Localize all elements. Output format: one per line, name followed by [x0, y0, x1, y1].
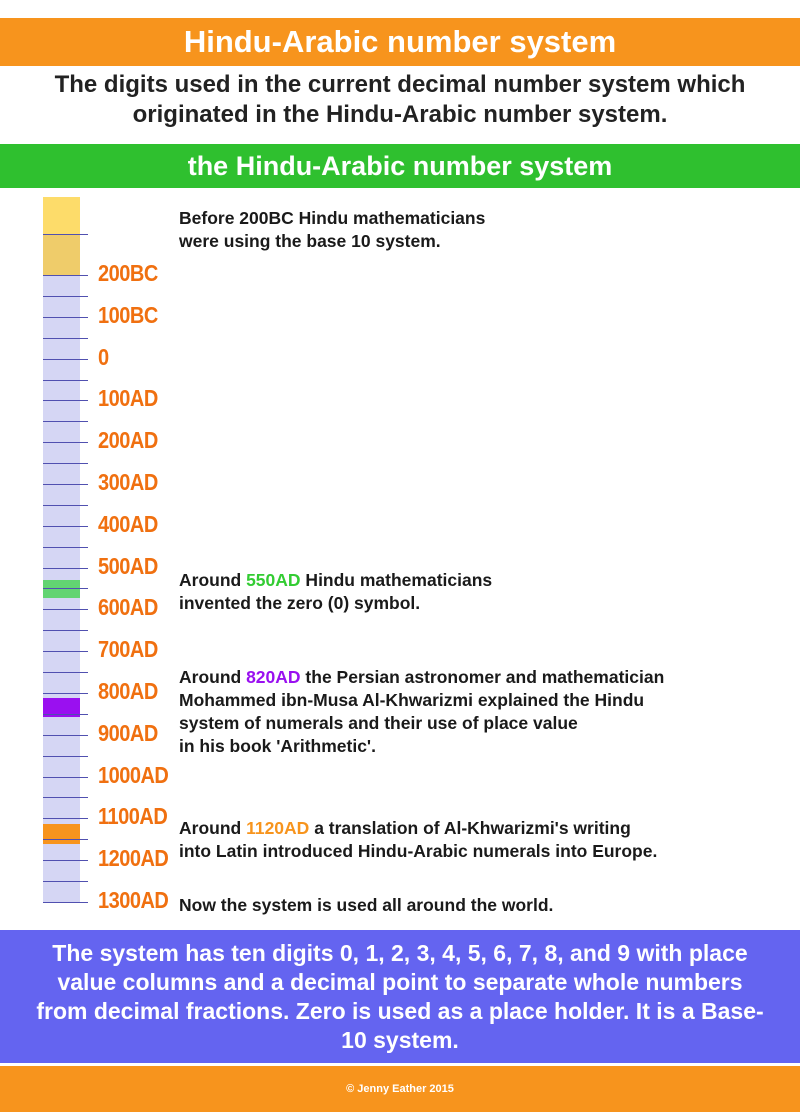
timeline-minor-tick — [43, 421, 88, 422]
timeline-minor-tick — [43, 881, 88, 882]
timeline-year-label: 0 — [98, 345, 109, 371]
timeline-tick — [43, 317, 88, 318]
timeline-tick — [43, 526, 88, 527]
timeline-minor-tick — [43, 505, 88, 506]
timeline-tick — [43, 484, 88, 485]
timeline-year-label: 700AD — [98, 637, 158, 663]
timeline-year-label: 1000AD — [98, 763, 169, 789]
timeline-tick — [43, 275, 88, 276]
timeline-minor-tick — [43, 380, 88, 381]
event-text: system of numerals and their use of place value — [179, 713, 578, 733]
timeline-year-label: 200BC — [98, 261, 158, 287]
timeline-year-label: 1300AD — [98, 888, 169, 914]
timeline-tick — [43, 818, 88, 819]
event-text: the Persian astronomer and mathematician — [300, 667, 665, 687]
timeline-minor-tick — [43, 839, 88, 840]
timeline-tick — [43, 359, 88, 360]
timeline-year-label: 400AD — [98, 512, 158, 538]
event-text: Around — [179, 818, 247, 838]
timeline-tick — [43, 735, 88, 736]
event-text: in his book 'Arithmetic'. — [179, 736, 376, 756]
timeline-segment-gold — [43, 234, 80, 275]
timeline-year-label: 900AD — [98, 721, 158, 747]
event-now — [179, 894, 553, 917]
timeline-minor-tick — [43, 714, 88, 715]
event-text: Now the system is used all around the world. — [179, 895, 554, 915]
timeline-year-label: 800AD — [98, 679, 158, 705]
timeline-minor-tick — [43, 234, 88, 235]
summary-box — [0, 930, 800, 1063]
timeline-year-label: 300AD — [98, 470, 158, 496]
timeline-minor-tick — [43, 630, 88, 631]
page-title: Hindu-Arabic number system — [0, 18, 800, 66]
section-title: the Hindu-Arabic number system — [0, 144, 800, 188]
timeline-minor-tick — [43, 797, 88, 798]
timeline-year-label: 1100AD — [98, 804, 168, 830]
event-text: Mohammed ibn-Musa Al-Khwarizmi explained the Hindu — [179, 690, 645, 710]
timeline-year-label: 200AD — [98, 428, 158, 454]
copyright-footer: © Jenny Eather 2015 — [0, 1066, 800, 1112]
timeline-minor-tick — [43, 756, 88, 757]
timeline-year-label: 100AD — [98, 386, 158, 412]
timeline-segment-orange — [43, 824, 80, 844]
timeline-minor-tick — [43, 672, 88, 673]
timeline-tick — [43, 442, 88, 443]
timeline-tick — [43, 693, 88, 694]
timeline-minor-tick — [43, 338, 88, 339]
event-1120ad — [179, 817, 657, 863]
timeline-tick — [43, 400, 88, 401]
event-text: were using the base 10 system. — [179, 231, 441, 251]
timeline-tick — [43, 777, 88, 778]
event-text: invented the zero (0) symbol. — [179, 593, 421, 613]
timeline-year-label: 1200AD — [98, 846, 169, 872]
timeline-minor-tick — [43, 588, 88, 589]
timeline-minor-tick — [43, 463, 88, 464]
timeline-segment-green — [43, 580, 80, 598]
timeline-year-label: 100BC — [98, 303, 158, 329]
event-text: Around — [179, 570, 247, 590]
timeline-segment-light-yellow — [43, 197, 80, 234]
event-text: Before 200BC Hindu mathematicians — [179, 208, 486, 228]
timeline-year-label: 500AD — [98, 554, 158, 580]
event-year: 1120AD — [246, 818, 310, 838]
event-text: Around — [179, 667, 247, 687]
timeline-minor-tick — [43, 296, 88, 297]
timeline-tick — [43, 902, 88, 903]
timeline-year-label: 600AD — [98, 595, 158, 621]
summary-text: The system has ten digits 0, 1, 2, 3, 4, 5, 6, 7, 8, and 9 with place value columns and a decimal point to separate whole numbers from decimal fractions. Zero is used as a place holder. It is a Base-10 system. — [36, 939, 764, 1053]
event-year: 550AD — [246, 570, 301, 590]
timeline-tick — [43, 651, 88, 652]
event-year: 820AD — [246, 667, 301, 687]
event-text: Hindu mathematicians — [300, 570, 493, 590]
event-text: into Latin introduced Hindu-Arabic numerals into Europe. — [179, 841, 658, 861]
timeline-tick — [43, 609, 88, 610]
timeline-tick — [43, 860, 88, 861]
subtitle-line-1: The digits used in the current decimal number system which — [54, 71, 746, 98]
event-550ad — [179, 569, 492, 615]
timeline-tick — [43, 568, 88, 569]
page-subtitle — [0, 70, 800, 130]
subtitle-line-2: originated in the Hindu-Arabic number system. — [132, 101, 668, 128]
event-before-200bc — [179, 207, 485, 253]
timeline-minor-tick — [43, 547, 88, 548]
event-820ad — [179, 666, 664, 758]
event-text: a translation of Al-Khwarizmi's writing — [309, 818, 631, 838]
